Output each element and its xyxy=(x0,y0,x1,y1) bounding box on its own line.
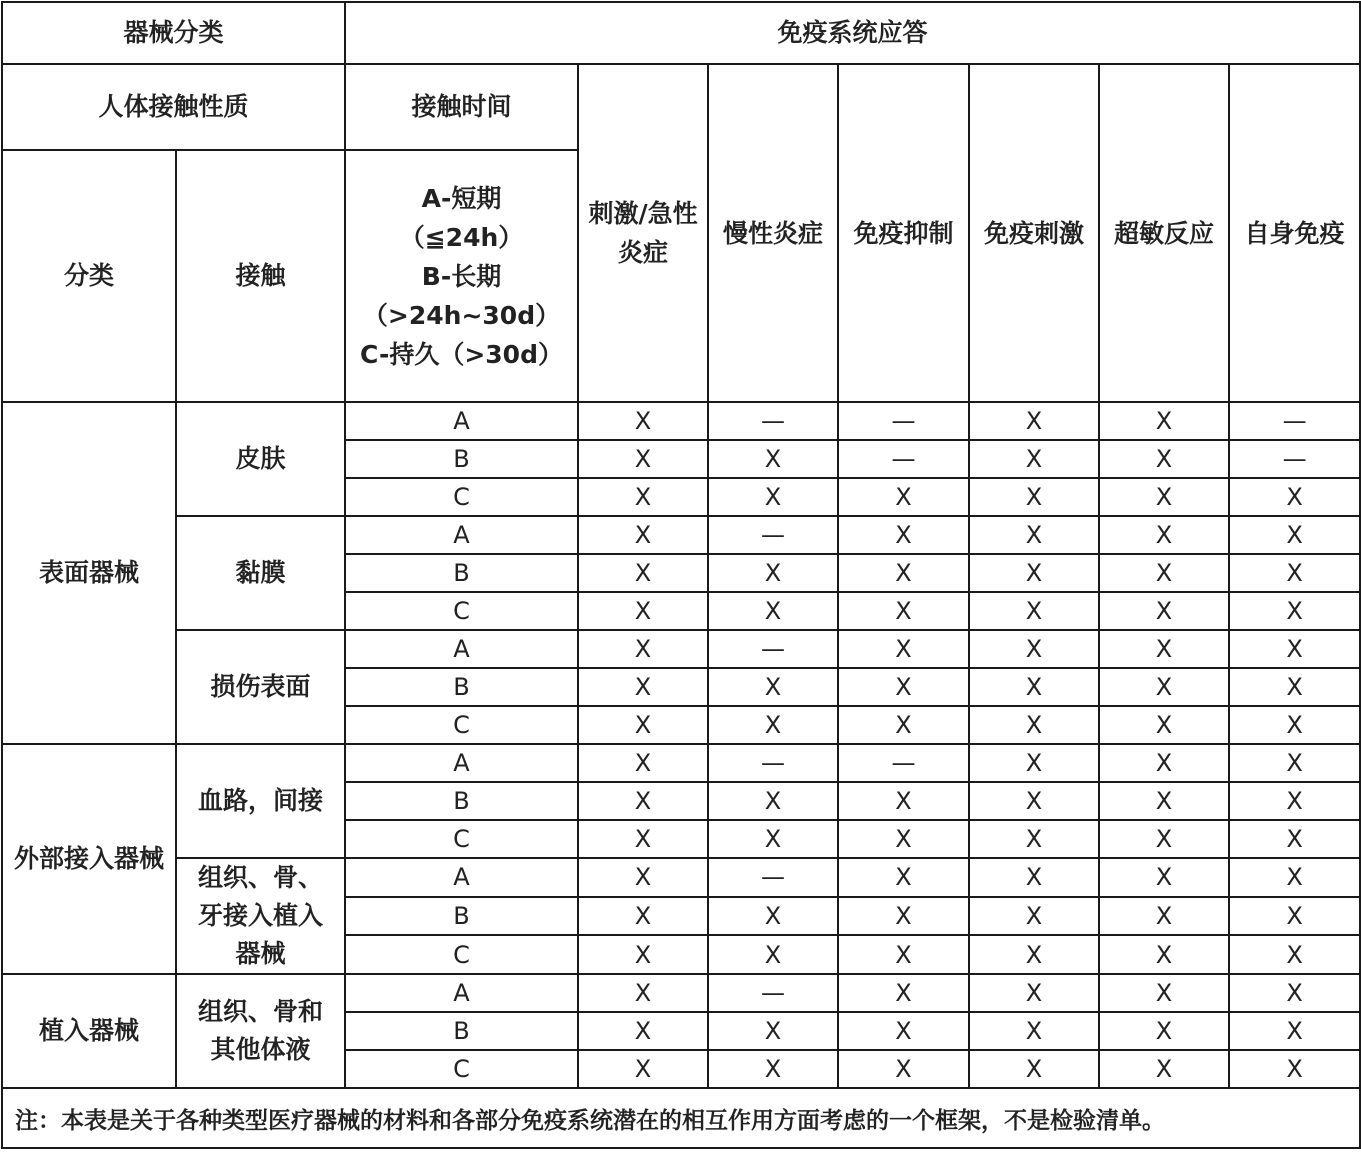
table-row xyxy=(2,516,1360,554)
response-cell: X xyxy=(969,820,1099,858)
response-cell: X xyxy=(969,782,1099,820)
response-cell: X xyxy=(1229,706,1360,744)
response-cell: X xyxy=(578,820,708,858)
response-cell: X xyxy=(1229,744,1360,782)
header-line: 自身免疫 xyxy=(1244,218,1345,248)
response-cell: X xyxy=(1229,554,1360,592)
contact-type-line: 血路，间接 xyxy=(198,786,324,815)
contact-type-line: 其他体液 xyxy=(210,1035,311,1064)
response-cell: X xyxy=(969,516,1099,554)
response-cell: X xyxy=(1099,440,1229,478)
response-cell: X xyxy=(1099,478,1229,516)
response-cell: — xyxy=(708,402,838,440)
response-cell: X xyxy=(708,820,838,858)
contact-time-cell: C xyxy=(345,820,578,858)
header-line: 免疫刺激 xyxy=(984,218,1085,248)
response-cell: X xyxy=(1229,897,1360,936)
response-cell: X xyxy=(1229,820,1360,858)
response-cell: X xyxy=(1099,554,1229,592)
response-cell: X xyxy=(1229,592,1360,630)
response-cell: X xyxy=(1099,782,1229,820)
response-cell: X xyxy=(578,897,708,936)
note-row xyxy=(2,1088,1360,1148)
duration-line: （>24h~30d） xyxy=(362,300,561,330)
response-cell: X xyxy=(838,554,969,592)
contact-type-cell xyxy=(176,516,345,630)
response-cell: X xyxy=(1099,935,1229,974)
response-cell: — xyxy=(838,402,969,440)
response-header-irritation xyxy=(578,64,708,402)
response-cell: X xyxy=(578,782,708,820)
response-cell: X xyxy=(969,592,1099,630)
response-cell: X xyxy=(969,858,1099,897)
contact-time-cell: A xyxy=(345,516,578,554)
header-line: 超敏反应 xyxy=(1114,218,1215,248)
response-cell: X xyxy=(838,668,969,706)
response-cell: X xyxy=(1099,630,1229,668)
response-cell: X xyxy=(1229,858,1360,897)
table-row xyxy=(2,858,1360,897)
response-cell: X xyxy=(1229,935,1360,974)
table-row xyxy=(2,744,1360,782)
contact-type-cell xyxy=(176,402,345,516)
response-cell: X xyxy=(578,935,708,974)
contact-time-cell: A xyxy=(345,974,578,1012)
response-cell: X xyxy=(578,974,708,1012)
header-line: 刺激/急性 xyxy=(588,199,698,228)
response-cell: X xyxy=(1099,820,1229,858)
response-cell: X xyxy=(578,1012,708,1050)
device-category-cell: 外部接入器械 xyxy=(2,744,176,974)
response-cell: X xyxy=(969,478,1099,516)
response-cell: X xyxy=(708,1012,838,1050)
response-cell: X xyxy=(708,440,838,478)
response-cell: X xyxy=(969,402,1099,440)
contact-time-cell: C xyxy=(345,592,578,630)
contact-time-cell: B xyxy=(345,782,578,820)
category-header: 分类 xyxy=(2,150,176,402)
response-cell: X xyxy=(838,592,969,630)
contact-time-cell: A xyxy=(345,630,578,668)
response-cell: X xyxy=(578,554,708,592)
response-cell: X xyxy=(1229,516,1360,554)
response-cell: — xyxy=(1229,402,1360,440)
response-cell: X xyxy=(578,668,708,706)
duration-line: C-持久（>30d） xyxy=(360,339,563,369)
contact-type-line: 器械 xyxy=(235,939,286,968)
response-cell: X xyxy=(1099,858,1229,897)
response-cell: X xyxy=(1229,1012,1360,1050)
response-cell: X xyxy=(708,668,838,706)
response-cell: X xyxy=(1229,782,1360,820)
response-cell: — xyxy=(838,744,969,782)
response-cell: X xyxy=(1099,1050,1229,1088)
response-cell: X xyxy=(578,858,708,897)
response-header-chronic xyxy=(708,64,838,402)
response-cell: X xyxy=(1099,668,1229,706)
response-cell: X xyxy=(1099,897,1229,936)
response-cell: — xyxy=(708,630,838,668)
response-cell: X xyxy=(838,974,969,1012)
response-cell: — xyxy=(708,858,838,897)
contact-type-line: 组织、骨、 xyxy=(198,863,324,892)
response-cell: X xyxy=(838,1012,969,1050)
response-cell: X xyxy=(708,935,838,974)
response-cell: X xyxy=(1099,1012,1229,1050)
response-cell: X xyxy=(969,668,1099,706)
response-cell: X xyxy=(578,478,708,516)
response-cell: X xyxy=(1099,744,1229,782)
response-cell: — xyxy=(708,516,838,554)
immune-response-matrix xyxy=(1,1,1361,1149)
header-line: 慢性炎症 xyxy=(723,218,824,248)
response-cell: X xyxy=(578,744,708,782)
contact-type-cell xyxy=(176,974,345,1088)
response-cell: X xyxy=(1099,974,1229,1012)
response-cell: X xyxy=(1099,516,1229,554)
response-cell: X xyxy=(838,897,969,936)
response-cell: X xyxy=(1229,668,1360,706)
contact-type-cell xyxy=(176,858,345,974)
contact-time-cell: C xyxy=(345,1050,578,1088)
response-cell: X xyxy=(838,858,969,897)
device-category-cell: 表面器械 xyxy=(2,402,176,744)
contact-time-cell: A xyxy=(345,858,578,897)
response-cell: X xyxy=(578,1050,708,1088)
response-cell: X xyxy=(838,516,969,554)
response-cell: X xyxy=(838,935,969,974)
response-cell: X xyxy=(1229,630,1360,668)
response-cell: X xyxy=(969,897,1099,936)
response-header-suppression xyxy=(838,64,969,402)
contact-time-cell: C xyxy=(345,478,578,516)
response-cell: X xyxy=(708,1050,838,1088)
duration-header xyxy=(345,150,578,402)
body-contact-nature-header: 人体接触性质 xyxy=(2,64,345,150)
response-cell: X xyxy=(708,592,838,630)
response-cell: X xyxy=(838,706,969,744)
table-note: 注：本表是关于各种类型医疗器械的材料和各部分免疫系统潜在的相互作用方面考虑的一个框架，不是检验清单。 xyxy=(2,1088,1360,1148)
response-cell: X xyxy=(1229,1050,1360,1088)
contact-type-line: 组织、骨和 xyxy=(198,997,324,1026)
response-cell: X xyxy=(969,974,1099,1012)
response-header-hypersensitivity xyxy=(1099,64,1229,402)
response-cell: X xyxy=(969,630,1099,668)
table-row xyxy=(2,402,1360,440)
header-line: 免疫抑制 xyxy=(853,218,954,248)
response-cell: X xyxy=(578,706,708,744)
response-cell: X xyxy=(969,440,1099,478)
response-header-autoimmunity xyxy=(1229,64,1360,402)
contact-type-line: 牙接入植入 xyxy=(198,901,324,930)
response-cell: X xyxy=(969,1050,1099,1088)
contact-type-line: 黏膜 xyxy=(235,558,286,587)
contact-type-cell xyxy=(176,630,345,744)
contact-time-cell: C xyxy=(345,935,578,974)
response-cell: X xyxy=(838,782,969,820)
contact-type-cell xyxy=(176,744,345,858)
response-cell: X xyxy=(1229,974,1360,1012)
response-cell: X xyxy=(1099,706,1229,744)
duration-line: （≦24h） xyxy=(399,222,524,252)
response-cell: X xyxy=(838,478,969,516)
contact-time-cell: B xyxy=(345,440,578,478)
response-cell: X xyxy=(969,935,1099,974)
response-cell: — xyxy=(708,974,838,1012)
contact-time-cell: B xyxy=(345,1012,578,1050)
response-cell: X xyxy=(578,516,708,554)
contact-header: 接触 xyxy=(176,150,345,402)
response-cell: X xyxy=(708,706,838,744)
device-category-header: 器械分类 xyxy=(2,2,345,64)
response-cell: X xyxy=(838,1050,969,1088)
header-line: 炎症 xyxy=(618,238,669,267)
contact-time-header: 接触时间 xyxy=(345,64,578,150)
response-cell: — xyxy=(708,744,838,782)
contact-time-cell: B xyxy=(345,897,578,936)
duration-line: B-长期 xyxy=(421,261,502,291)
duration-line: A-短期 xyxy=(421,183,502,213)
response-cell: X xyxy=(578,592,708,630)
response-header-stimulation xyxy=(969,64,1099,402)
contact-time-cell: A xyxy=(345,402,578,440)
response-cell: X xyxy=(708,897,838,936)
table-row xyxy=(2,974,1360,1012)
response-cell: X xyxy=(969,554,1099,592)
response-cell: X xyxy=(969,706,1099,744)
response-cell: X xyxy=(969,744,1099,782)
response-cell: X xyxy=(578,630,708,668)
response-cell: X xyxy=(578,440,708,478)
response-cell: X xyxy=(969,1012,1099,1050)
contact-time-cell: B xyxy=(345,554,578,592)
response-cell: X xyxy=(838,630,969,668)
response-cell: — xyxy=(1229,440,1360,478)
contact-type-line: 损伤表面 xyxy=(210,672,311,701)
contact-type-line: 皮肤 xyxy=(235,444,286,473)
response-cell: X xyxy=(838,820,969,858)
response-cell: X xyxy=(1099,592,1229,630)
response-cell: X xyxy=(1229,478,1360,516)
response-cell: X xyxy=(578,402,708,440)
table-row xyxy=(2,630,1360,668)
response-cell: X xyxy=(708,478,838,516)
response-cell: X xyxy=(1099,402,1229,440)
response-cell: X xyxy=(708,554,838,592)
response-cell: — xyxy=(838,440,969,478)
contact-time-cell: A xyxy=(345,744,578,782)
contact-time-cell: B xyxy=(345,668,578,706)
contact-time-cell: C xyxy=(345,706,578,744)
immune-response-header: 免疫系统应答 xyxy=(345,2,1360,64)
device-category-cell: 植入器械 xyxy=(2,974,176,1088)
response-cell: X xyxy=(708,782,838,820)
